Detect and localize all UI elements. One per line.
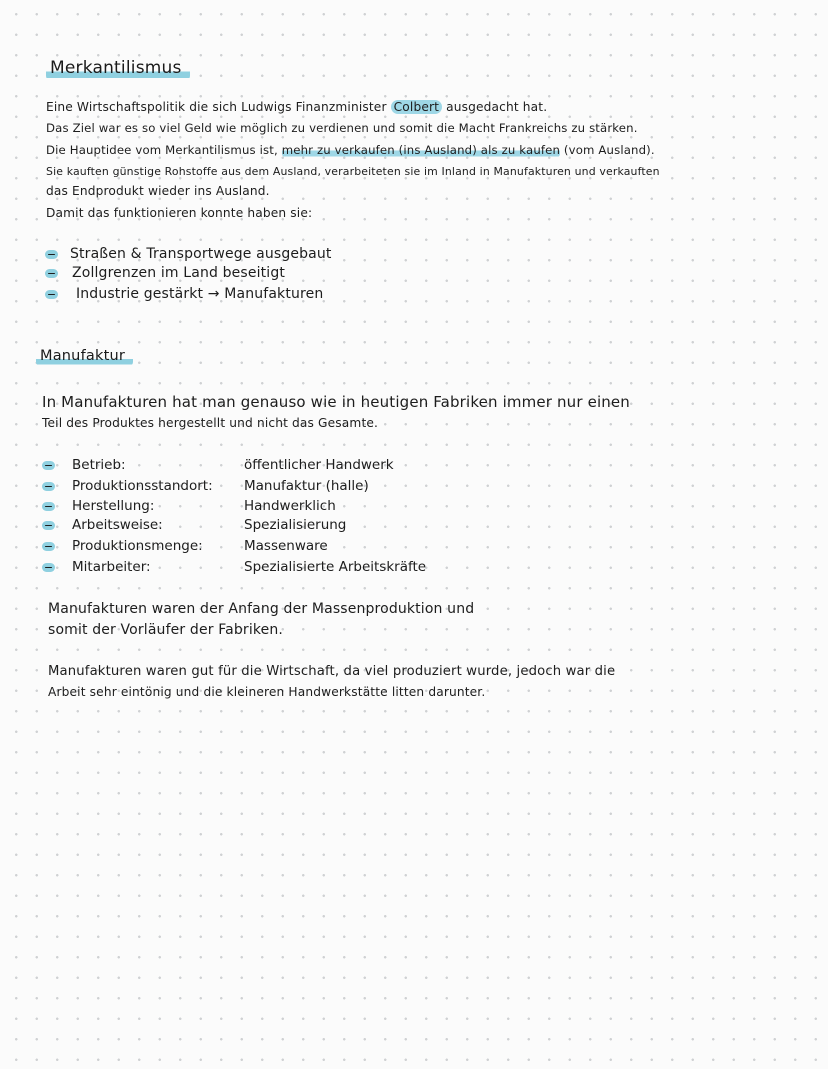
bullet-marker <box>45 290 58 299</box>
attribute-term: Betrieb: <box>72 457 126 473</box>
bullet-item: Straßen & Transportwege ausgebaut <box>70 246 332 262</box>
bullet-marker <box>42 563 55 572</box>
merk-line-1 <box>46 98 547 117</box>
merk-line-1-text-a: Eine Wirtschaftspolitik die sich Ludwigs Finanzminister <box>46 100 391 114</box>
attribute-term: Herstellung: <box>72 498 155 514</box>
bullet-marker <box>45 269 58 278</box>
manu-line-1: In Manufakturen hat man genauso wie in heutigen Fabriken immer nur einen <box>42 393 630 411</box>
highlight-colbert: Colbert <box>391 100 442 114</box>
attribute-desc: Massenware <box>244 538 328 554</box>
attribute-term: Arbeitsweise: <box>72 517 163 533</box>
merk-line-1-text-b: ausgedacht hat. <box>442 100 548 114</box>
heading-manufaktur: Manufaktur <box>36 348 133 366</box>
merk-line-3-text-b: (vom Ausland). <box>560 143 655 157</box>
attribute-term: Produktionsstandort: <box>72 478 213 494</box>
manu-summary-line-1: Manufakturen waren der Anfang der Massenproduktion und <box>48 601 475 617</box>
attribute-term: Produktionsmenge: <box>72 538 203 554</box>
bullet-marker <box>42 521 55 530</box>
heading-merkantilismus: Merkantilismus <box>46 58 190 80</box>
bullet-marker <box>42 542 55 551</box>
merk-line-2: Das Ziel war es so viel Geld wie möglich zu verdienen und somit die Macht Frankreichs zu stärken. <box>46 121 638 135</box>
manu-conclusion-line-2: Arbeit sehr eintönig und die kleineren Handwerkstätte litten darunter. <box>48 685 486 699</box>
highlight-main-idea: mehr zu verkaufen (ins Ausland) als zu kaufen <box>281 143 561 157</box>
attribute-desc: öffentlicher Handwerk <box>244 457 394 473</box>
attribute-desc: Spezialisierte Arbeitskräfte <box>244 559 427 575</box>
bullet-item: Zollgrenzen im Land beseitigt <box>72 265 286 281</box>
merk-line-3 <box>46 141 655 160</box>
manu-line-2: Teil des Produktes hergestellt und nicht das Gesamte. <box>42 416 379 430</box>
manu-summary-line-2: somit der Vorläufer der Fabriken. <box>48 622 284 638</box>
attribute-desc: Handwerklich <box>244 498 336 514</box>
bullet-marker <box>42 461 55 470</box>
bullet-marker <box>42 482 55 491</box>
attribute-desc: Manufaktur (halle) <box>244 478 369 494</box>
merk-line-3-text-a: Die Hauptidee vom Merkantilismus ist, <box>46 143 282 157</box>
merk-line-4: Sie kauften günstige Rohstoffe aus dem Ausland, verarbeiteten sie im Inland in Manufakturen und verkauften <box>46 165 660 178</box>
attribute-desc: Spezialisierung <box>244 517 347 533</box>
bullet-marker <box>42 502 55 511</box>
manu-conclusion-line-1: Manufakturen waren gut für die Wirtschaft, da viel produziert wurde, jedoch war die <box>48 664 616 679</box>
bullet-marker <box>45 250 58 259</box>
merk-line-5: das Endprodukt wieder ins Ausland. <box>46 184 270 198</box>
merk-line-6: Damit das funktionieren konnte haben sie: <box>46 206 313 220</box>
bullet-item: Industrie gestärkt → Manufakturen <box>76 286 324 302</box>
attribute-term: Mitarbeiter: <box>72 559 151 575</box>
